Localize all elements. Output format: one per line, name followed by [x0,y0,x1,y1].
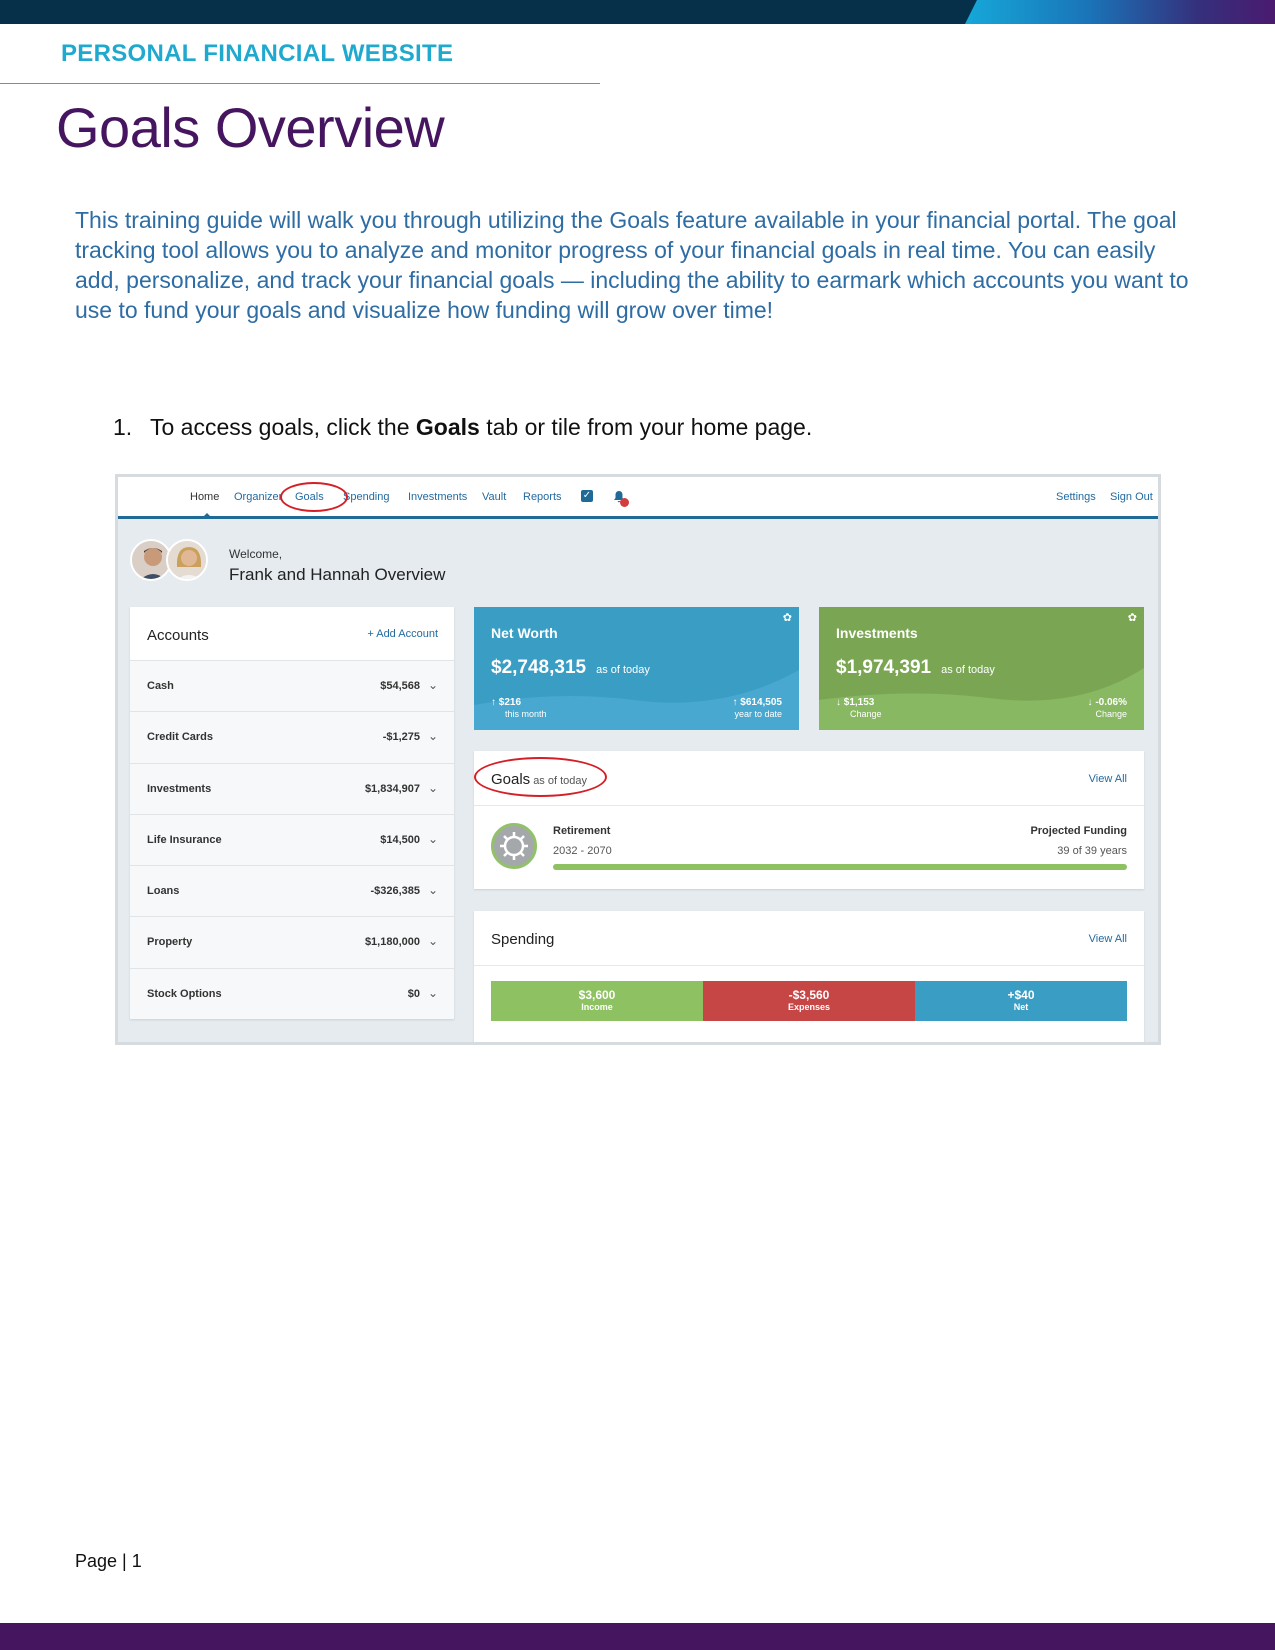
chevron-down-icon[interactable]: ⌄ [427,780,438,795]
page-number: Page | 1 [75,1551,142,1571]
nav-organizer[interactable]: Organizer [234,491,283,503]
projected-funding-label: Projected Funding [1030,825,1127,837]
goal-progress-bar [553,864,1127,870]
income-label: Income [581,1002,613,1012]
net-worth-value-line [491,657,650,679]
arrow-down-icon: ↓ [1087,697,1096,708]
retirement-goal-icon [491,823,537,869]
avatar-hannah [166,539,208,581]
spending-card-divider [474,965,1144,966]
nav-vault[interactable]: Vault [482,491,507,503]
account-row-life-insurance[interactable] [130,815,454,866]
header-divider [0,83,600,84]
account-value: $1,834,907 [364,782,420,795]
welcome-text: Welcome, [229,547,283,561]
expenses-value: -$3,560 [788,988,830,1002]
account-name: Cash [147,680,174,692]
site-label: PERSONAL FINANCIAL WEBSITE [61,40,454,67]
chevron-down-icon[interactable]: ⌄ [427,678,438,692]
account-value: $0 [407,987,420,1000]
bottom-banner [0,1623,1275,1650]
net-worth-ytd-value: $614,505 [740,697,782,708]
investments-as-of: as of today [941,664,995,676]
goals-card[interactable] [474,751,1144,889]
projected-funding-value: 39 of 39 years [1057,845,1127,857]
goals-view-all-link[interactable]: View All [1088,773,1127,785]
nav-reports[interactable]: Reports [523,491,562,503]
chevron-down-icon[interactable]: ⌄ [427,934,438,949]
investments-percent-value: -0.06% [1095,697,1127,708]
account-row-investments[interactable] [130,764,454,815]
investments-title: Investments [836,625,918,641]
goals-tab-callout [280,482,348,512]
investments-value-line [836,657,995,679]
net-worth-tile[interactable] [474,607,799,730]
income-segment[interactable] [491,981,703,1021]
spending-summary-bar [491,981,1127,1021]
active-tab-caret [201,513,213,519]
accounts-title: Accounts [147,627,209,644]
investments-change-percent [1088,697,1127,708]
expenses-segment[interactable] [703,981,915,1021]
gear-icon[interactable]: ✿ [1127,612,1137,624]
step-text-before: To access goals, click the [150,414,416,440]
step-1 [113,414,812,441]
net-worth-ytd-label: year to date [734,709,782,719]
account-row-stock-options[interactable] [130,969,454,1020]
net-worth-month-change [491,697,521,708]
investments-value: $1,974,391 [836,657,932,678]
portal-screenshot [115,474,1161,1045]
nav-investments[interactable]: Investments [408,491,468,503]
nav-goals[interactable]: Goals [295,491,324,503]
investments-change-value: $1,153 [843,697,875,708]
account-name: Credit Cards [147,731,214,744]
checklist-icon[interactable]: ✓ [582,490,592,501]
net-worth-month-label: this month [505,709,547,719]
net-label: Net [1013,1002,1029,1012]
account-name: Stock Options [147,987,222,1000]
overview-name: Frank and Hannah Overview [229,565,446,584]
accounts-panel [130,607,454,1019]
goal-progress-fill [553,864,1127,870]
goals-tile-callout [474,757,607,797]
net-segment[interactable] [915,981,1127,1021]
arrow-down-icon: ↓ [836,697,844,708]
chevron-down-icon[interactable]: ⌄ [427,831,438,846]
goal-name: Retirement [553,825,611,837]
portal-nav [118,477,1158,519]
account-value: $14,500 [380,833,420,846]
account-row-credit-cards[interactable] [130,712,454,763]
top-banner [0,0,1275,24]
goal-years: 2032 - 2070 [553,845,612,857]
spending-view-all-link[interactable]: View All [1088,933,1127,945]
account-value: -$1,275 [382,731,420,744]
gear-icon[interactable]: ✿ [782,612,792,624]
goals-as-of: as of today [533,775,588,787]
investments-percent-label: Change [1095,709,1127,719]
arrow-up-icon: ↑ [491,697,499,708]
net-value: +$40 [1007,988,1035,1002]
account-row-loans[interactable] [130,866,454,917]
spending-card[interactable] [474,911,1144,1045]
chevron-down-icon[interactable]: ⌄ [427,883,438,898]
expenses-label: Expenses [787,1002,831,1012]
income-value: $3,600 [578,988,616,1002]
intro-paragraph: This training guide will walk you through utilizing the Goals feature available in your financial portal. The goal tracking tool allows you to analyze and monitor progress of your financial goals in real time. You can easily add, personalize, and track your financial goals — including the ability to earmark which accounts you want to use to fund your goals and visualize how funding will grow over time! [75,207,1189,323]
page-title: Goals Overview [56,96,445,159]
accounts-header [130,607,454,661]
goals-title: Goals [491,771,531,788]
account-value: $54,568 [380,680,420,692]
investments-tile[interactable] [819,607,1144,730]
nav-settings[interactable]: Settings [1056,491,1096,503]
account-name: Life Insurance [147,833,222,846]
investments-change-label: Change [850,709,882,719]
top-banner-accent [965,0,1275,24]
step-text-after: tab or tile from your home page. [479,414,813,440]
notification-badge [620,498,629,507]
step-text-bold: Goals [415,414,480,440]
spending-title: Spending [491,931,555,948]
account-name: Property [147,936,193,949]
net-worth-title: Net Worth [491,625,558,641]
nav-sign-out[interactable]: Sign Out [1110,491,1153,503]
step-number: 1. [113,414,133,440]
chevron-down-icon[interactable]: ⌄ [427,729,438,744]
nav-spending[interactable]: Spending [343,491,390,503]
account-value: -$326,385 [370,885,420,898]
account-name: Investments [147,782,212,795]
net-worth-as-of: as of today [596,664,650,676]
account-row-property[interactable] [130,917,454,968]
goals-card-divider [474,805,1144,806]
net-worth-value: $2,748,315 [491,657,587,678]
account-row-cash[interactable] [130,661,454,712]
investments-change-amount [836,697,874,708]
nav-home[interactable]: Home [190,491,220,503]
add-account-button[interactable]: + Add Account [367,628,438,640]
account-name: Loans [147,885,180,898]
chevron-down-icon[interactable]: ⌄ [427,985,438,1000]
net-worth-month-value: $216 [498,697,522,708]
arrow-up-icon: ↑ [732,697,741,708]
account-value: $1,180,000 [364,936,420,949]
net-worth-ytd-change [733,697,783,708]
